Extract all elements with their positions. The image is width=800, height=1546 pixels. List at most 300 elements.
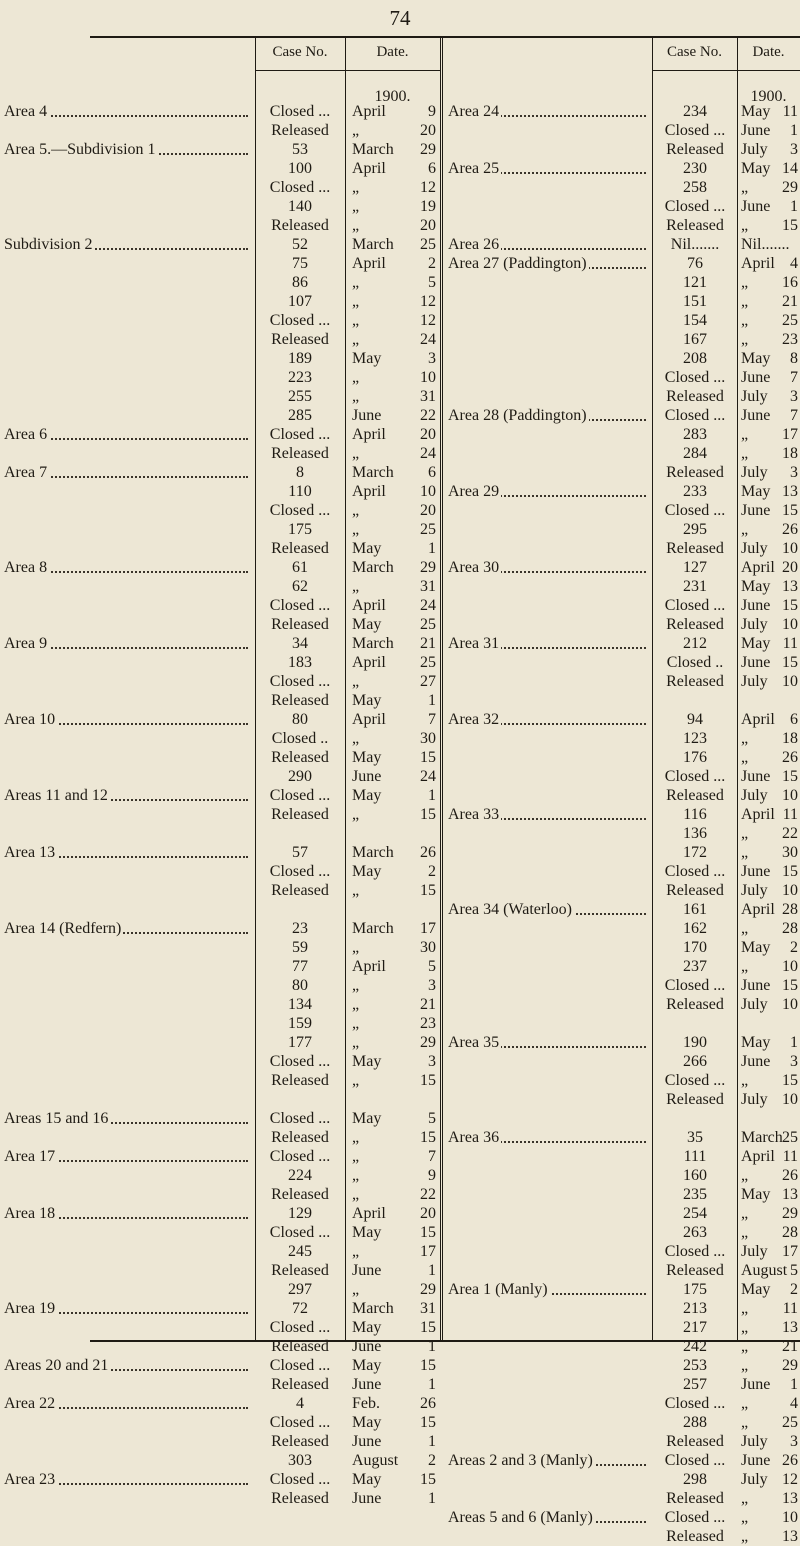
case-cell: Closed ... xyxy=(269,1110,331,1127)
case-cell: Released xyxy=(271,445,329,462)
table-row xyxy=(446,691,800,710)
case-cell: Released xyxy=(666,673,724,690)
date-month-cell: „ xyxy=(352,369,360,386)
case-cell: 162 xyxy=(683,920,707,937)
date-month-cell: April xyxy=(352,711,386,728)
date-day-cell: 10 xyxy=(782,1509,798,1526)
date-day-cell: 26 xyxy=(782,521,798,538)
case-cell: 159 xyxy=(288,1015,312,1032)
area-label xyxy=(4,710,252,729)
date-day-cell: 7 xyxy=(790,369,798,386)
date-month-cell: „ xyxy=(352,1034,360,1051)
date-day-cell: 5 xyxy=(428,1110,436,1127)
table-row xyxy=(446,520,800,539)
date-month-cell: „ xyxy=(352,331,360,348)
date-month-cell: April xyxy=(352,103,386,120)
table-row xyxy=(446,1261,800,1280)
date-day-cell: 17 xyxy=(420,1243,436,1260)
date-day-cell: 8 xyxy=(790,350,798,367)
area-label xyxy=(448,634,650,653)
table-row xyxy=(446,1337,800,1356)
table-row xyxy=(0,824,440,843)
date-day-cell: 13 xyxy=(782,1186,798,1203)
date-day-cell: 15 xyxy=(782,502,798,519)
date-month-cell: „ xyxy=(741,293,749,310)
case-cell: Released xyxy=(271,882,329,899)
date-day-cell: 1 xyxy=(790,198,798,215)
date-day-cell: 25 xyxy=(420,236,436,253)
area-label xyxy=(4,425,252,444)
date-month-cell: May xyxy=(741,1281,771,1298)
area-label xyxy=(4,1470,252,1489)
date-day-cell: 25 xyxy=(782,1129,798,1146)
table-row xyxy=(446,767,800,786)
table-row xyxy=(0,425,440,444)
case-cell: 80 xyxy=(292,977,308,994)
date-day-cell: 26 xyxy=(782,1452,798,1469)
date-day-cell: 10 xyxy=(782,540,798,557)
date-day-cell: 10 xyxy=(782,616,798,633)
area-label-text: Areas 20 and 21 xyxy=(4,1357,109,1374)
date-month-cell: „ xyxy=(741,331,749,348)
date-day-cell: 19 xyxy=(420,198,436,215)
date-day-cell: 1 xyxy=(428,1338,436,1355)
date-month-cell: „ xyxy=(352,1243,360,1260)
date-month-cell: „ xyxy=(741,1490,749,1507)
date-month-cell: „ xyxy=(741,1357,749,1374)
case-cell: 53 xyxy=(292,141,308,158)
table-row xyxy=(446,1394,800,1413)
date-day-cell: 2 xyxy=(790,939,798,956)
table-row xyxy=(446,1071,800,1090)
area-label-text: Area 5.—Subdivision 1 xyxy=(4,141,156,158)
date-month-cell: July xyxy=(741,616,768,633)
date-month-cell: May xyxy=(352,787,382,804)
date-day-cell: 20 xyxy=(420,502,436,519)
table-row xyxy=(446,140,800,159)
date-month-cell: July xyxy=(741,1471,768,1488)
case-cell: 303 xyxy=(288,1452,312,1469)
area-label xyxy=(4,1394,252,1413)
date-day-cell: 11 xyxy=(782,1148,798,1165)
date-day-cell: 15 xyxy=(420,882,436,899)
table-row xyxy=(446,330,800,349)
date-day-cell: 1 xyxy=(790,1034,798,1051)
date-day-cell: 28 xyxy=(782,1224,798,1241)
date-month-cell: „ xyxy=(352,730,360,747)
table-row xyxy=(0,995,440,1014)
date-day-cell: 17 xyxy=(782,426,798,443)
date-day-cell: 10 xyxy=(782,673,798,690)
date-day-cell: 7 xyxy=(790,407,798,424)
area-label-text: Area 25 xyxy=(448,160,500,177)
date-month-cell: May xyxy=(352,1319,382,1336)
case-cell: 212 xyxy=(683,635,707,652)
date-month-cell: June xyxy=(741,1376,771,1393)
table-row xyxy=(0,615,440,634)
date-month-cell: June xyxy=(741,407,771,424)
table-row xyxy=(446,1052,800,1071)
date-day-cell: 25 xyxy=(420,654,436,671)
date-month-cell: May xyxy=(741,1186,771,1203)
date-month-cell: June xyxy=(741,977,771,994)
case-cell: 116 xyxy=(683,806,707,823)
case-cell: 183 xyxy=(288,654,312,671)
table-row xyxy=(0,463,440,482)
date-month-cell: „ xyxy=(352,217,360,234)
date-day-cell: 11 xyxy=(782,806,798,823)
case-cell: Closed ... xyxy=(664,369,726,386)
date-month-cell: „ xyxy=(352,977,360,994)
date-day-cell: 2 xyxy=(428,255,436,272)
case-cell: Closed ... xyxy=(269,426,331,443)
table-row xyxy=(0,102,440,121)
date-day-cell: 15 xyxy=(420,1319,436,1336)
table-row xyxy=(446,1432,800,1451)
table-row xyxy=(446,406,800,425)
case-cell: 76 xyxy=(687,255,703,272)
left-case-header: Case No. xyxy=(272,44,328,60)
date-month-cell: „ xyxy=(741,749,749,766)
table-row xyxy=(0,1223,440,1242)
area-label-text: Area 22 xyxy=(4,1395,56,1412)
date-month-cell: March xyxy=(352,559,394,576)
area-label xyxy=(4,1109,252,1128)
case-cell: Closed ... xyxy=(269,312,331,329)
case-cell: 134 xyxy=(288,996,312,1013)
date-month-cell: March xyxy=(352,141,394,158)
table-row xyxy=(446,1299,800,1318)
table-row xyxy=(0,938,440,957)
date-month-cell: April xyxy=(352,654,386,671)
date-day-cell: 4 xyxy=(790,255,798,272)
case-cell: 283 xyxy=(683,426,707,443)
case-cell: Released xyxy=(666,1528,724,1545)
date-day-cell: 1 xyxy=(428,1490,436,1507)
date-month-cell: March xyxy=(352,844,394,861)
date-day-cell: 10 xyxy=(782,787,798,804)
table-row xyxy=(446,463,800,482)
area-label-text: Area 4 xyxy=(4,103,48,120)
case-cell: 258 xyxy=(683,179,707,196)
date-month-cell: „ xyxy=(352,1015,360,1032)
area-label-text: Area 17 xyxy=(4,1148,56,1165)
table-row xyxy=(0,178,440,197)
date-day-cell: 29 xyxy=(782,1357,798,1374)
date-day-cell: 11 xyxy=(782,1300,798,1317)
table-row xyxy=(0,1166,440,1185)
table-row xyxy=(446,292,800,311)
case-cell: 170 xyxy=(683,939,707,956)
case-cell: Closed .. xyxy=(666,654,724,671)
date-month-cell: April xyxy=(352,426,386,443)
table-row xyxy=(0,387,440,406)
table-row xyxy=(446,748,800,767)
case-cell: Released xyxy=(666,1091,724,1108)
date-day-cell: 5 xyxy=(428,274,436,291)
case-cell: Released xyxy=(666,540,724,557)
date-day-cell: 12 xyxy=(782,1471,798,1488)
case-cell: Released xyxy=(271,1338,329,1355)
date-day-cell: 9 xyxy=(428,1167,436,1184)
date-day-cell: 28 xyxy=(782,901,798,918)
date-day-cell: 13 xyxy=(782,578,798,595)
case-cell: Released xyxy=(666,787,724,804)
table-row xyxy=(446,216,800,235)
table-row xyxy=(446,1375,800,1394)
date-day-cell: 31 xyxy=(420,388,436,405)
date-day-cell: 9 xyxy=(428,103,436,120)
date-day-cell: 12 xyxy=(420,293,436,310)
area-label-text: Area 10 xyxy=(4,711,56,728)
date-day-cell: 13 xyxy=(782,483,798,500)
case-cell: 231 xyxy=(683,578,707,595)
date-month-cell: July xyxy=(741,141,768,158)
area-label-text: Subdivision 2 xyxy=(4,236,93,253)
date-day-cell: 3 xyxy=(428,350,436,367)
table-row xyxy=(0,406,440,425)
table-row xyxy=(446,919,800,938)
area-label xyxy=(4,1147,252,1166)
date-day-cell: 3 xyxy=(790,388,798,405)
table-row xyxy=(446,577,800,596)
date-month-cell: May xyxy=(352,1224,382,1241)
date-month-cell: „ xyxy=(741,825,749,842)
case-cell: 160 xyxy=(683,1167,707,1184)
date-day-cell: 21 xyxy=(420,635,436,652)
date-day-cell: 1 xyxy=(790,122,798,139)
table-row xyxy=(446,178,800,197)
case-cell: 77 xyxy=(292,958,308,975)
date-day-cell: 7 xyxy=(428,1148,436,1165)
table-row xyxy=(0,520,440,539)
date-day-cell: 29 xyxy=(420,1281,436,1298)
case-cell: Closed ... xyxy=(664,122,726,139)
table-row xyxy=(446,1318,800,1337)
date-day-cell: 3 xyxy=(428,977,436,994)
area-label-text: Area 18 xyxy=(4,1205,56,1222)
table-row xyxy=(446,1033,800,1052)
date-month-cell: July xyxy=(741,388,768,405)
date-month-cell: August xyxy=(741,1262,788,1279)
date-month-cell: „ xyxy=(741,1167,749,1184)
table-row xyxy=(0,729,440,748)
case-cell: 57 xyxy=(292,844,308,861)
case-cell: 107 xyxy=(288,293,312,310)
area-label xyxy=(448,235,650,254)
case-cell: Released xyxy=(271,616,329,633)
date-day-cell: 30 xyxy=(420,939,436,956)
area-label xyxy=(448,159,650,178)
date-month-cell: April xyxy=(352,483,386,500)
date-month-cell: „ xyxy=(352,198,360,215)
date-month-cell: March xyxy=(352,920,394,937)
date-month-cell: July xyxy=(741,673,768,690)
case-cell: Released xyxy=(271,1186,329,1203)
date-day-cell: 15 xyxy=(782,654,798,671)
left-header-rule xyxy=(255,70,441,71)
table-row xyxy=(446,1109,800,1128)
date-day-cell: 20 xyxy=(782,559,798,576)
case-cell: Closed ... xyxy=(269,1148,331,1165)
date-day-cell: 6 xyxy=(428,464,436,481)
date-month-cell: June xyxy=(741,502,771,519)
area-label xyxy=(448,254,650,273)
date-month-cell: Feb. xyxy=(352,1395,380,1412)
date-month-cell: April xyxy=(352,958,386,975)
date-month-cell: June xyxy=(741,863,771,880)
date-day-cell: 1 xyxy=(428,1376,436,1393)
date-month-cell: April xyxy=(741,255,775,272)
case-cell: Closed ... xyxy=(664,977,726,994)
date-month-cell: July xyxy=(741,996,768,1013)
area-label xyxy=(4,634,252,653)
area-label xyxy=(448,406,650,425)
case-cell: Closed ... xyxy=(269,597,331,614)
table-row xyxy=(0,558,440,577)
table-row xyxy=(0,1299,440,1318)
date-day-cell: 15 xyxy=(420,1129,436,1146)
case-cell: 288 xyxy=(683,1414,707,1431)
table-row xyxy=(0,786,440,805)
area-label xyxy=(4,558,252,577)
case-cell: 86 xyxy=(292,274,308,291)
date-month-cell: April xyxy=(741,806,775,823)
date-month-cell: April xyxy=(741,1148,775,1165)
date-day-cell: 26 xyxy=(420,844,436,861)
case-cell: 175 xyxy=(288,521,312,538)
date-day-cell: 15 xyxy=(420,749,436,766)
table-row xyxy=(446,1280,800,1299)
table-row xyxy=(0,653,440,672)
date-day-cell: 15 xyxy=(420,1072,436,1089)
case-cell: Closed ... xyxy=(269,1414,331,1431)
date-month-cell: June xyxy=(741,597,771,614)
date-month-cell: „ xyxy=(352,274,360,291)
date-month-cell: August xyxy=(352,1452,399,1469)
case-cell: Released xyxy=(666,616,724,633)
case-cell: Released xyxy=(271,1129,329,1146)
case-cell: Released xyxy=(666,217,724,234)
date-month-cell: „ xyxy=(741,521,749,538)
area-label-text: Area 31 xyxy=(448,635,500,652)
date-month-cell: „ xyxy=(741,1319,749,1336)
case-cell: 59 xyxy=(292,939,308,956)
date-day-cell: 26 xyxy=(782,1167,798,1184)
date-day-cell: 3 xyxy=(790,1053,798,1070)
case-cell: Released xyxy=(271,1072,329,1089)
table-row xyxy=(0,577,440,596)
case-cell: Released xyxy=(666,996,724,1013)
area-label xyxy=(448,102,650,121)
date-day-cell: 1 xyxy=(428,787,436,804)
table-row xyxy=(0,1204,440,1223)
case-cell: Closed ... xyxy=(269,179,331,196)
case-cell: Closed ... xyxy=(269,863,331,880)
case-cell: 23 xyxy=(292,920,308,937)
area-label-text: Area 27 (Paddington) xyxy=(448,255,587,272)
date-day-cell: 15 xyxy=(420,1414,436,1431)
date-month-cell: May xyxy=(352,863,382,880)
area-label-text: Area 24 xyxy=(448,103,500,120)
date-month-cell: „ xyxy=(741,1300,749,1317)
case-cell: 298 xyxy=(683,1471,707,1488)
table-row xyxy=(0,501,440,520)
case-cell: 257 xyxy=(683,1376,707,1393)
table-row xyxy=(0,140,440,159)
date-month-cell: May xyxy=(352,692,382,709)
date-month-cell: „ xyxy=(352,1148,360,1165)
table-row xyxy=(446,881,800,900)
table-row xyxy=(446,558,800,577)
table-row xyxy=(0,197,440,216)
area-label-text: Area 36 xyxy=(448,1129,500,1146)
table-row xyxy=(0,843,440,862)
date-month-cell: May xyxy=(741,483,771,500)
case-cell: 190 xyxy=(683,1034,707,1051)
table-row xyxy=(0,976,440,995)
date-month-cell: „ xyxy=(741,958,749,975)
case-cell: Released xyxy=(271,217,329,234)
table-row xyxy=(446,615,800,634)
date-day-cell: 21 xyxy=(782,293,798,310)
date-month-cell: „ xyxy=(352,882,360,899)
date-day-cell: 10 xyxy=(782,882,798,899)
case-cell: Released xyxy=(666,1433,724,1450)
date-day-cell: 29 xyxy=(782,179,798,196)
date-month-cell: March xyxy=(352,635,394,652)
area-label xyxy=(448,805,650,824)
date-day-cell: 21 xyxy=(782,1338,798,1355)
date-day-cell: 5 xyxy=(790,1262,798,1279)
case-cell: 176 xyxy=(683,749,707,766)
date-month-cell: „ xyxy=(741,1338,749,1355)
area-label xyxy=(4,102,252,121)
date-month-cell: „ xyxy=(741,1224,749,1241)
area-label-text: Area 26 xyxy=(448,236,500,253)
area-label-text: Area 23 xyxy=(4,1471,56,1488)
case-cell: Closed ... xyxy=(269,673,331,690)
date-day-cell: 20 xyxy=(420,122,436,139)
table-row xyxy=(0,881,440,900)
case-cell: 290 xyxy=(288,768,312,785)
date-month-cell: April xyxy=(352,255,386,272)
date-month-cell: „ xyxy=(741,844,749,861)
table-row xyxy=(446,672,800,691)
date-day-cell: 25 xyxy=(420,616,436,633)
right-date-header: Date. xyxy=(752,44,785,60)
table-row xyxy=(0,1318,440,1337)
case-cell: 237 xyxy=(683,958,707,975)
date-month-cell: „ xyxy=(352,996,360,1013)
case-cell: 121 xyxy=(683,274,707,291)
date-day-cell: 3 xyxy=(790,464,798,481)
date-day-cell: 29 xyxy=(420,559,436,576)
table-row xyxy=(0,311,440,330)
date-month-cell: July xyxy=(741,1243,768,1260)
table-row xyxy=(0,691,440,710)
case-cell: Closed ... xyxy=(269,1224,331,1241)
case-cell: Closed ... xyxy=(664,1072,726,1089)
table-row xyxy=(0,235,440,254)
table-row xyxy=(0,1090,440,1109)
table-row xyxy=(446,1166,800,1185)
date-day-cell: 31 xyxy=(420,578,436,595)
date-month-cell: „ xyxy=(352,1186,360,1203)
table-row xyxy=(0,254,440,273)
table-row xyxy=(446,197,800,216)
table-row xyxy=(446,1204,800,1223)
